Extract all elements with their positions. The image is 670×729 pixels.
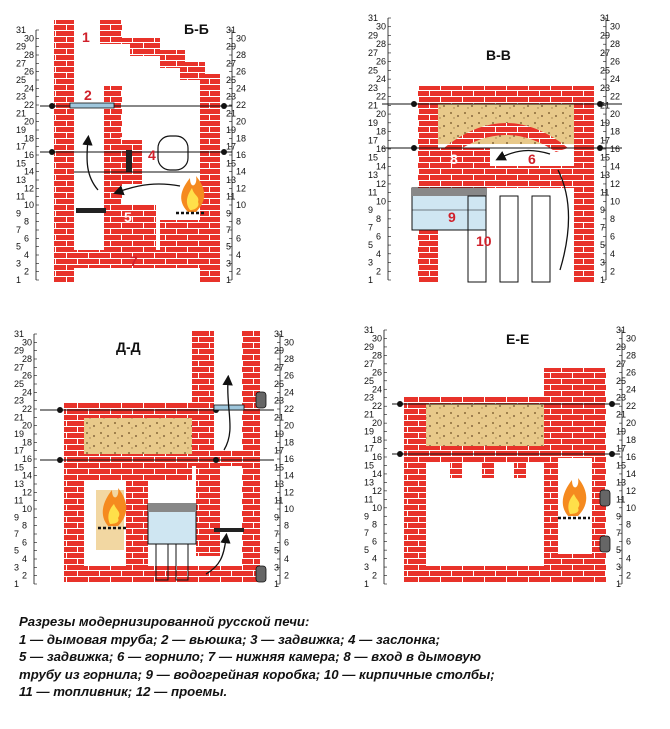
scale-tick-label: 20 [610, 109, 621, 120]
scale-tick-label: 31 [616, 325, 627, 335]
caption-line: трубу из горнила; 9 — водогрейная коробка; 10 — кирпичные столбы; [19, 666, 495, 682]
scale-tick-label: 8 [284, 520, 290, 531]
scale-tick-label: 17 [364, 443, 375, 454]
scale-tick-label: 17 [274, 445, 285, 456]
label-8: 8 [450, 151, 458, 167]
label-4: 4 [148, 147, 156, 163]
scale-tick-label: 12 [626, 485, 637, 496]
scale-tick-label: 10 [372, 502, 383, 513]
scale-tick-label: 29 [616, 341, 627, 352]
scale-tick-label: 6 [376, 231, 382, 242]
scale-tick-label: 8 [610, 213, 616, 224]
scale-tick-label: 26 [236, 66, 247, 77]
scale-tick-label: 19 [16, 125, 27, 135]
scale-tick-label: 2 [22, 570, 28, 581]
scale-tick-label: 4 [610, 248, 616, 259]
scale-tick-label: 18 [284, 437, 295, 448]
scale-tick-label: 14 [376, 161, 387, 172]
scale-tick-label: 18 [24, 133, 35, 144]
scale-tick-label: 14 [24, 166, 35, 177]
scale-tick-label: 25 [600, 65, 611, 76]
scale-tick-label: 2 [284, 570, 290, 581]
scale-tick-label: 25 [368, 65, 379, 76]
scale-tick-label: 4 [372, 553, 378, 564]
scale-tick-label: 9 [600, 205, 606, 216]
scale-tick-label: 17 [616, 443, 627, 454]
caption-line: 1 — дымовая труба; 2 — вьюшка; 3 — задвижка; 4 — заслонка; [19, 631, 441, 647]
scale-tick-label: 6 [284, 537, 290, 548]
scale-tick-label: 6 [372, 536, 378, 547]
scale-tick-label: 21 [274, 412, 285, 423]
scale-tick-label: 12 [284, 487, 295, 498]
scale-tick-label: 27 [14, 362, 25, 373]
scale-tick-label: 1 [14, 579, 20, 589]
scale-tick-label: 31 [226, 25, 237, 35]
label-6: 6 [528, 151, 536, 167]
scale-tick-label: 23 [274, 395, 285, 406]
scale-tick-label: 10 [284, 504, 295, 514]
scale-tick-label: 21 [14, 412, 25, 423]
scale-tick-label: 30 [284, 337, 295, 348]
scale-tick-label: 21 [364, 409, 375, 420]
insulation-fill [426, 404, 544, 446]
scale-tick-label: 7 [616, 528, 622, 539]
caption-line: 11 — топливник; 12 — проемы. [19, 684, 228, 700]
scale-tick-label: 11 [600, 187, 610, 198]
scale-tick-label: 10 [376, 196, 387, 207]
scale-tick-label: 30 [236, 33, 247, 44]
scale-tick-label: 20 [284, 420, 295, 431]
scale-tick-label: 27 [274, 362, 285, 373]
scale-tick-label: 22 [610, 91, 621, 102]
scale-tick-label: 6 [626, 536, 632, 547]
scale-tick-label: 13 [364, 477, 375, 488]
scale-tick-label: 20 [372, 418, 383, 429]
scale-tick-label: 31 [600, 13, 611, 23]
label-3: 3 [120, 127, 128, 143]
brick-wall [544, 404, 606, 458]
scale-tick-label: 18 [372, 435, 383, 446]
label-7: 7 [130, 253, 138, 269]
scale-tick-label: 2 [236, 266, 242, 277]
scale-tick-label: 23 [600, 82, 611, 93]
scale-tick-label: 6 [24, 233, 30, 244]
scale-tick-label: 22 [376, 91, 387, 102]
scale-tick-label: 15 [14, 462, 25, 473]
scale-tick-label: 5 [274, 545, 280, 556]
brick-wall [160, 220, 202, 250]
section-bb [40, 20, 232, 282]
scale-tick-label: 27 [364, 358, 375, 369]
scale-tick-label: 10 [24, 200, 35, 210]
scale-tick-label: 21 [226, 108, 237, 119]
scale-tick-label: 6 [22, 537, 28, 548]
scale-tick-label: 22 [284, 404, 295, 414]
scale-tick-label: 30 [24, 33, 35, 44]
scale-tick-label: 30 [22, 337, 33, 348]
scale-tick-label: 5 [16, 241, 22, 252]
section-ee [392, 331, 620, 582]
scale-tick-label: 28 [376, 39, 387, 50]
scale-tick-label: 12 [22, 487, 33, 498]
label-1: 1 [82, 29, 90, 45]
scale-tick-label: 7 [16, 225, 22, 235]
scale-tick-label: 18 [626, 435, 637, 446]
scale-tick-label: 16 [24, 150, 35, 160]
scale-tick-label: 5 [226, 241, 232, 252]
scale-tick-label: 7 [14, 529, 20, 539]
scale-tick-label: 26 [626, 367, 637, 378]
scale-tick-label: 27 [600, 47, 611, 58]
scale-tick-label: 23 [226, 91, 237, 102]
brick-column [532, 196, 550, 282]
scale-tick-label: 5 [364, 545, 370, 556]
label-2: 2 [84, 87, 92, 103]
scale-tick-label: 12 [372, 485, 383, 496]
brick-wall [404, 404, 426, 582]
scale-tick-label: 11 [226, 191, 236, 202]
scale-tick-label: 16 [626, 452, 637, 462]
scale-tick-label: 2 [372, 570, 378, 581]
scale-tick-label: 8 [24, 216, 30, 227]
insulation-fill [84, 418, 192, 454]
scale-tick-label: 15 [600, 152, 611, 163]
brick-wall [192, 330, 214, 450]
scale-tick-label: 22 [626, 401, 637, 412]
scale-tick-label: 7 [364, 528, 370, 539]
scale-tick-label: 3 [616, 562, 622, 573]
scale-tick-label: 9 [616, 511, 622, 522]
scale-tick-label: 3 [16, 258, 22, 269]
scale-tick-label: 31 [16, 25, 27, 35]
scale-tick-label: 20 [24, 116, 35, 127]
scale-tick-label: 12 [236, 183, 247, 194]
scale-tick-label: 29 [16, 41, 27, 52]
scale-tick-label: 5 [14, 545, 20, 556]
scale-tick-label: 16 [236, 150, 247, 160]
scale-tick-label: 1 [616, 579, 622, 589]
scale-tick-label: 23 [364, 392, 375, 403]
scale-tick-label: 15 [368, 152, 379, 163]
scale-tick-label: 16 [610, 144, 621, 154]
caption-line: Разрезы модернизированной русской печи: [19, 614, 310, 629]
scale-tick-label: 13 [274, 479, 285, 489]
scale-tick-label: 24 [626, 384, 637, 395]
scale-tick-label: 4 [24, 250, 30, 260]
scale-tick-label: 17 [600, 135, 611, 146]
scale-tick-label: 20 [236, 116, 247, 127]
scale-tick-label: 9 [364, 511, 370, 522]
scale-tick-label: 29 [600, 30, 611, 41]
scale-tick-label: 23 [368, 82, 379, 93]
scale-tick-label: 31 [368, 13, 379, 23]
scale-tick-label: 16 [376, 144, 387, 154]
scale-tick-label: 26 [24, 66, 35, 77]
scale-tick-label: 14 [284, 470, 295, 481]
scale-tick-label: 5 [600, 240, 606, 251]
scale-tick-label: 25 [16, 75, 27, 85]
scale-tick-label: 11 [364, 494, 374, 505]
scale-tick-label: 19 [368, 117, 379, 128]
scale-tick-label: 28 [284, 354, 295, 364]
scale-tick-label: 6 [610, 231, 616, 242]
scale-tick-label: 17 [226, 141, 237, 152]
brick-wall [242, 330, 260, 582]
scale-tick-label: 31 [274, 329, 285, 339]
scale-tick-label: 9 [368, 205, 374, 216]
scale-tick-label: 25 [364, 375, 375, 386]
scale-tick-label: 19 [274, 429, 285, 439]
scale-tick-label: 16 [22, 454, 33, 464]
scale-tick-label: 7 [600, 222, 606, 233]
section-title: Е-Е [506, 331, 530, 347]
flue-damper-bar [70, 103, 114, 108]
scale-tick-label: 1 [364, 579, 370, 589]
scale-tick-label: 2 [610, 266, 616, 277]
scale-tick-label: 3 [368, 257, 374, 268]
scale-tick-label: 18 [236, 133, 247, 144]
scale-tick-label: 13 [368, 170, 379, 181]
scale-tick-label: 26 [610, 56, 621, 67]
section-vv [382, 47, 622, 282]
scale-tick-label: 27 [616, 358, 627, 369]
section-title: Д-Д [116, 339, 141, 355]
section-dd [40, 330, 274, 582]
scale-tick-label: 28 [24, 50, 35, 60]
scale-tick-label: 19 [616, 426, 627, 437]
scale-tick-label: 29 [274, 345, 285, 356]
scale-tick-label: 19 [14, 429, 25, 439]
scale-tick-label: 25 [14, 379, 25, 389]
scale-tick-label: 13 [226, 175, 237, 185]
scale-tick-label: 14 [372, 468, 383, 479]
label-10: 10 [476, 233, 492, 249]
scale-tick-label: 28 [626, 350, 637, 361]
scale-tick-label: 24 [284, 387, 295, 398]
scale-tick-label: 23 [14, 395, 25, 406]
brick-wall [404, 566, 606, 582]
scale-tick-label: 20 [626, 418, 637, 429]
scale-tick-label: 3 [274, 562, 280, 573]
scale-tick-label: 14 [610, 161, 621, 172]
scale-tick-label: 25 [616, 375, 627, 386]
brick-wall [418, 86, 594, 104]
scale-tick-label: 24 [236, 83, 247, 94]
scale-tick-label: 11 [616, 494, 626, 505]
scale-tick-label: 4 [236, 250, 242, 260]
scale-tick-label: 14 [626, 468, 637, 479]
scale-tick-label: 26 [376, 56, 387, 67]
brick-wall [438, 166, 574, 188]
label-9: 9 [448, 209, 456, 225]
scale-tick-label: 6 [236, 233, 242, 244]
scale-tick-label: 7 [368, 222, 374, 233]
scale-tick-label: 26 [284, 370, 295, 381]
brick-column [500, 196, 518, 282]
scale-tick-label: 19 [226, 125, 237, 135]
scale-tick-label: 29 [368, 30, 379, 41]
scale-tick-label: 7 [274, 529, 280, 539]
scale-tick-label: 18 [22, 437, 33, 448]
scale-tick-label: 18 [376, 126, 387, 137]
scale-tick-label: 24 [376, 74, 387, 85]
scale-tick-label: 2 [376, 266, 382, 277]
scale-tick-label: 8 [376, 213, 382, 224]
scale-tick-label: 7 [226, 225, 232, 235]
scale-tick-label: 10 [236, 200, 247, 210]
scale-tick-label: 13 [600, 170, 611, 181]
scale-tick-label: 17 [368, 135, 379, 146]
scale-tick-label: 25 [226, 75, 237, 85]
scale-tick-label: 8 [372, 519, 378, 530]
scale-tick-label: 21 [16, 108, 27, 119]
scale-tick-label: 3 [14, 562, 20, 573]
scale-tick-label: 1 [226, 275, 232, 285]
scale-tick-label: 18 [610, 126, 621, 137]
brick-wall [64, 418, 84, 582]
brick-wall [54, 20, 74, 282]
scale-tick-label: 5 [616, 545, 622, 556]
brick-wall [574, 86, 594, 282]
scale-tick-label: 11 [16, 191, 26, 202]
scale-tick-label: 27 [16, 58, 27, 69]
scale-tick-label: 4 [376, 248, 382, 259]
scale-tick-label: 15 [16, 158, 27, 169]
brick-wall [64, 454, 192, 480]
scale-tick-label: 2 [24, 266, 30, 277]
scale-tick-label: 3 [226, 258, 232, 269]
section-title: В-В [486, 47, 511, 63]
scale-tick-label: 28 [22, 354, 33, 364]
scale-tick-label: 9 [16, 208, 22, 219]
scale-tick-label: 15 [616, 460, 627, 471]
scale-tick-label: 24 [610, 74, 621, 85]
scale-tick-label: 15 [226, 158, 237, 169]
scale-tick-label: 26 [22, 370, 33, 381]
scale-tick-label: 29 [14, 345, 25, 356]
oven-door [158, 136, 188, 170]
scale-tick-label: 28 [372, 350, 383, 361]
brick-wall [74, 250, 220, 268]
brick-wall [196, 466, 220, 556]
scale-tick-label: 10 [610, 196, 621, 207]
scale-tick-label: 13 [616, 477, 627, 488]
scale-tick-label: 12 [24, 183, 35, 194]
scale-tick-label: 11 [368, 187, 378, 198]
scale-tick-label: 17 [14, 445, 25, 456]
scale-tick-label: 30 [372, 333, 383, 344]
scale-tick-label: 12 [610, 178, 621, 189]
scale-tick-label: 8 [236, 216, 242, 227]
fire-icon [558, 478, 590, 518]
scale-tick-label: 27 [368, 47, 379, 58]
scale-tick-label: 5 [368, 240, 374, 251]
scale-tick-label: 3 [364, 562, 370, 573]
scale-tick-label: 9 [226, 208, 232, 219]
scale-tick-label: 1 [368, 275, 374, 285]
scale-tick-label: 21 [616, 409, 627, 420]
scale-tick-label: 14 [22, 470, 33, 481]
scale-tick-label: 25 [274, 379, 285, 389]
section-title: Б-Б [184, 21, 209, 37]
caption-line: 5 — задвижка; 6 — горнило; 7 — нижняя камера; 8 — вход в дымовую [19, 649, 482, 665]
scale-tick-label: 8 [626, 519, 632, 530]
scale-tick-label: 23 [616, 392, 627, 403]
scale-tick-label: 20 [376, 109, 387, 120]
scale-tick-label: 10 [626, 502, 637, 513]
scale-tick-label: 15 [274, 462, 285, 473]
scale-tick-label: 30 [610, 21, 621, 32]
scale-tick-label: 13 [14, 479, 25, 489]
scale-tick-label: 10 [22, 504, 33, 514]
scale-tick-label: 3 [600, 257, 606, 268]
scale-tick-label: 19 [364, 426, 375, 437]
scale-tick-label: 22 [372, 401, 383, 412]
scale-tick-label: 1 [274, 579, 280, 589]
valve-plate [126, 150, 132, 172]
scale-tick-label: 22 [24, 100, 35, 110]
scale-tick-label: 11 [274, 495, 284, 506]
scale-tick-label: 22 [22, 404, 33, 414]
scale-tick-label: 30 [376, 21, 387, 32]
scale-tick-label: 29 [226, 41, 237, 52]
scale-tick-label: 24 [372, 384, 383, 395]
scale-tick-label: 14 [236, 166, 247, 177]
scale-tick-label: 22 [236, 100, 247, 110]
scale-tick-label: 21 [600, 100, 611, 111]
scale-tick-label: 13 [16, 175, 27, 185]
scale-tick-label: 12 [376, 178, 387, 189]
label-5: 5 [124, 209, 132, 225]
scale-tick-label: 16 [284, 454, 295, 464]
scale-tick-label: 30 [626, 333, 637, 344]
scale-tick-label: 20 [22, 420, 33, 431]
scale-tick-label: 24 [22, 387, 33, 398]
scale-tick-label: 31 [364, 325, 375, 335]
scale-tick-label: 28 [610, 39, 621, 50]
figure-caption [19, 613, 649, 701]
lower-valve [76, 208, 106, 213]
brick-wall [126, 480, 148, 570]
scale-tick-label: 28 [236, 50, 247, 60]
scale-tick-label: 4 [626, 553, 632, 564]
scale-tick-label: 16 [372, 452, 383, 462]
scale-tick-label: 9 [14, 512, 20, 523]
scale-tick-label: 29 [364, 341, 375, 352]
brick-wall [418, 86, 438, 282]
scale-tick-label: 11 [14, 495, 24, 506]
scale-tick-label: 9 [274, 512, 280, 523]
scale-tick-label: 4 [22, 554, 28, 564]
scale-tick-label: 24 [24, 83, 35, 94]
scale-tick-label: 23 [16, 91, 27, 102]
scale-tick-label: 21 [368, 100, 379, 111]
scale-tick-label: 26 [372, 367, 383, 378]
scale-tick-label: 17 [16, 141, 27, 152]
scale-tick-label: 31 [14, 329, 25, 339]
scale-tick-label: 1 [600, 275, 606, 285]
scale-tick-label: 15 [364, 460, 375, 471]
scale-tick-label: 8 [22, 520, 28, 531]
scale-tick-label: 1 [16, 275, 22, 285]
scale-tick-label: 27 [226, 58, 237, 69]
scale-tick-label: 4 [284, 554, 290, 564]
scale-tick-label: 19 [600, 117, 611, 128]
brick-wall [438, 148, 490, 166]
scale-tick-label: 2 [626, 570, 632, 581]
